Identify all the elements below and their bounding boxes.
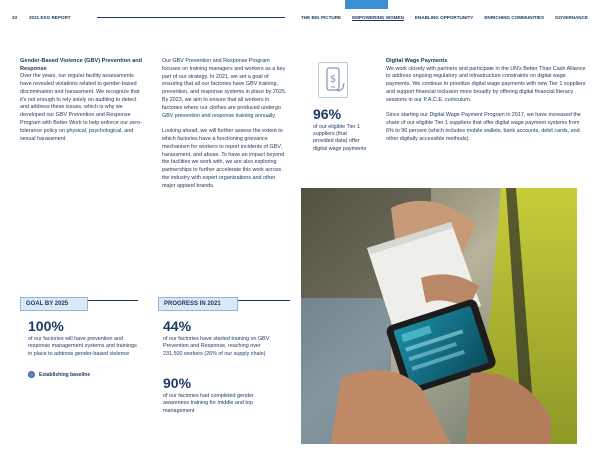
gbv-column-right (162, 58, 288, 191)
legend-label: Establishing baseline (39, 371, 91, 378)
nav-enriching-communities[interactable]: ENRICHING COMMUNITIES (484, 15, 545, 20)
digital-wage-heading: Digital Wage Payments (386, 58, 448, 64)
nav-governance[interactable]: GOVERNANCE (555, 15, 588, 20)
gbv-column-left (20, 58, 144, 143)
page-number: 33 (12, 15, 18, 20)
progress-stat1-value: 44% (163, 318, 192, 334)
header-rule (97, 17, 285, 18)
goal-label: GOAL BY 2025 (20, 297, 88, 311)
nav-enabling-opportunity[interactable]: ENABLING OPPORTUNITY (414, 15, 474, 20)
digital-wage-text-2: Since starting our Digital Wage Payment Program in 2017, we have increased the share of our eligible Tier 1 suppliers that offer digital wage payment systems from 6% to 96 percent (which includes mobile wallets, bank accounts, debit cards, and other digitally accessible methods). (386, 112, 581, 142)
progress-label: PROGRESS IN 2021 (158, 297, 238, 311)
nav-big-picture[interactable]: THE BIG PICTURE (301, 15, 342, 20)
nav-empowering-women[interactable]: EMPOWERING WOMEN (352, 15, 404, 20)
progress-stat2-value: 90% (163, 375, 192, 391)
gbv-heading: Gender-Based Violence (GBV) Prevention and Response (20, 58, 143, 72)
progress-stat2-caption: of our factories had completed gender awareness training for middle and top management (163, 393, 254, 414)
legend-dot-icon (28, 371, 35, 378)
goal-value: 100% (28, 318, 64, 334)
gbv-intro-text: Over the years, our regular facility assessments have revealed violations related to gender-based discrimination and harassment. We recognize that it's not enough to rely solely on auditing to detect and address these issues, which is why we developed our GBV Prevention and Response Program with Better Work to help enforce our zero-tolerance policy on physical, psychological, and sexual harassment. (20, 73, 142, 142)
dollar-phone-icon (318, 62, 348, 98)
svg-text:$: $ (329, 74, 337, 85)
gbv-outlook-text: Looking ahead, we will further assess the extent to which factories have a functioning grievance mechanism for workers to report incidents of GBV, harassment, and abuse. To have an impact beyond the facilities we work with, we are also exploring partnerships to further accelerate this work across the industry with expert organizations and other major apparel brands. (162, 128, 285, 189)
wage-stat-value: 96% (313, 106, 342, 122)
baseline-legend (28, 371, 90, 378)
wage-stat-caption: of our eligible Tier 1 suppliers (that provided data) offer digital wage payments (313, 124, 367, 152)
gbv-program-text: Our GBV Prevention and Response Program focuses on training managers and workers as a key part of our strategy. In 2021, we set a goal of ensuring that all our factories have GBV training, prevention, and response systems in place by 2025. By 2023, we aim to ensure that all workers in factories where our clothes are produced undergo GBV prevention and response training annually. (162, 58, 287, 119)
section-nav (301, 15, 588, 20)
phone-payment-photo (301, 188, 577, 444)
digital-wage-column (386, 58, 586, 144)
digital-wage-text-1: We work closely with partners and participate in the UN's Better Than Cash Alliance to address ongoing regulatory and infrastructure constraints on digital wage payments. We continue to prioritize digital wage payments with new Tier 1 suppliers and support financial inclusion more broadly by offering digital financial literacy sessions in our P.A.C.E. curriculum. (386, 65, 586, 103)
goal-caption: of our factories will have prevention and response management systems and trainings in place to address gender-based violence (28, 336, 137, 357)
report-title: 2021 ESG REPORT (29, 15, 71, 20)
header-accent-tab (345, 0, 388, 9)
progress-stat1-caption: of our factories have started training on GBV Prevention and Response, reaching over 231,500 workers (26% of our supply chain) (163, 336, 270, 357)
page-header (12, 15, 588, 25)
